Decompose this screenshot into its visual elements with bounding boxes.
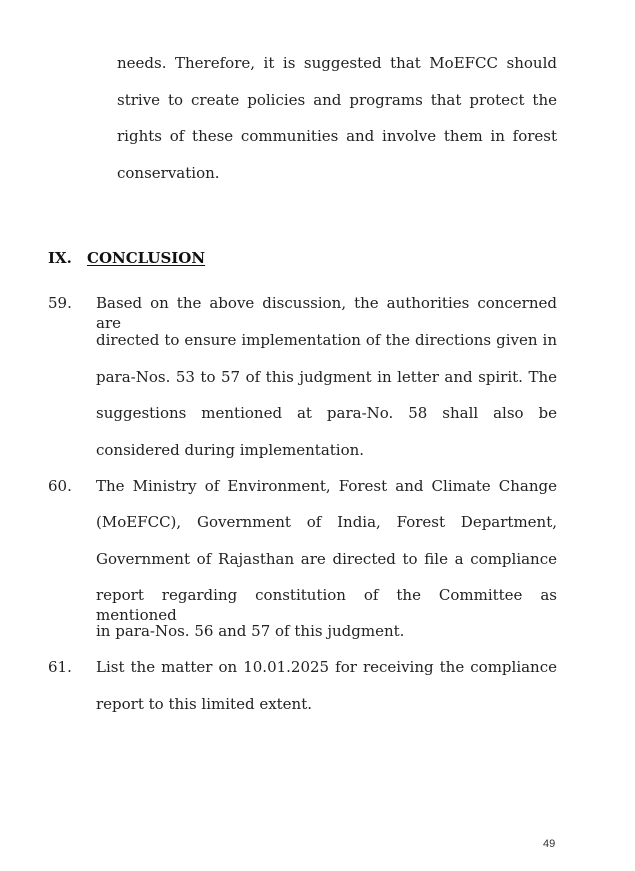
paragraph-number: 61. — [48, 658, 72, 676]
carryover-line: conservation. — [117, 164, 220, 182]
section-title — [87, 248, 205, 268]
paragraph-line: para-Nos. 53 to 57 of this judgment in letter and spirit. The — [96, 368, 557, 386]
paragraph-number: 60. — [48, 477, 72, 495]
page-number: 49 — [543, 838, 556, 850]
section-title-text: CONCLUSION — [87, 249, 206, 267]
paragraph-line: suggestions mentioned at para-No. 58 shall also be — [96, 404, 557, 422]
carryover-line: rights of these communities and involve them in forest — [117, 127, 557, 145]
paragraph-line: The Ministry of Environment, Forest and Climate Change — [96, 477, 557, 495]
paragraph-line: considered during implementation. — [96, 441, 365, 459]
paragraph-line: report regarding constitution of the Committee as mentioned — [96, 586, 557, 624]
carryover-line: needs. Therefore, it is suggested that MoEFCC should — [117, 54, 557, 72]
carryover-line: strive to create policies and programs that protect the — [117, 91, 557, 109]
paragraph-line: report to this limited extent. — [96, 695, 313, 713]
paragraph-number: 59. — [48, 294, 72, 312]
paragraph-line: directed to ensure implementation of the directions given in — [96, 331, 557, 349]
paragraph-line: (MoEFCC), Government of India, Forest Department, — [96, 513, 557, 531]
paragraph-line: Based on the above discussion, the authorities concerned are — [96, 294, 557, 332]
paragraph-line: in para-Nos. 56 and 57 of this judgment. — [96, 622, 405, 640]
paragraph-line: Government of Rajasthan are directed to file a compliance — [96, 550, 557, 568]
section-number: IX. — [48, 249, 72, 267]
paragraph-line: List the matter on 10.01.2025 for receiving the compliance — [96, 658, 557, 676]
